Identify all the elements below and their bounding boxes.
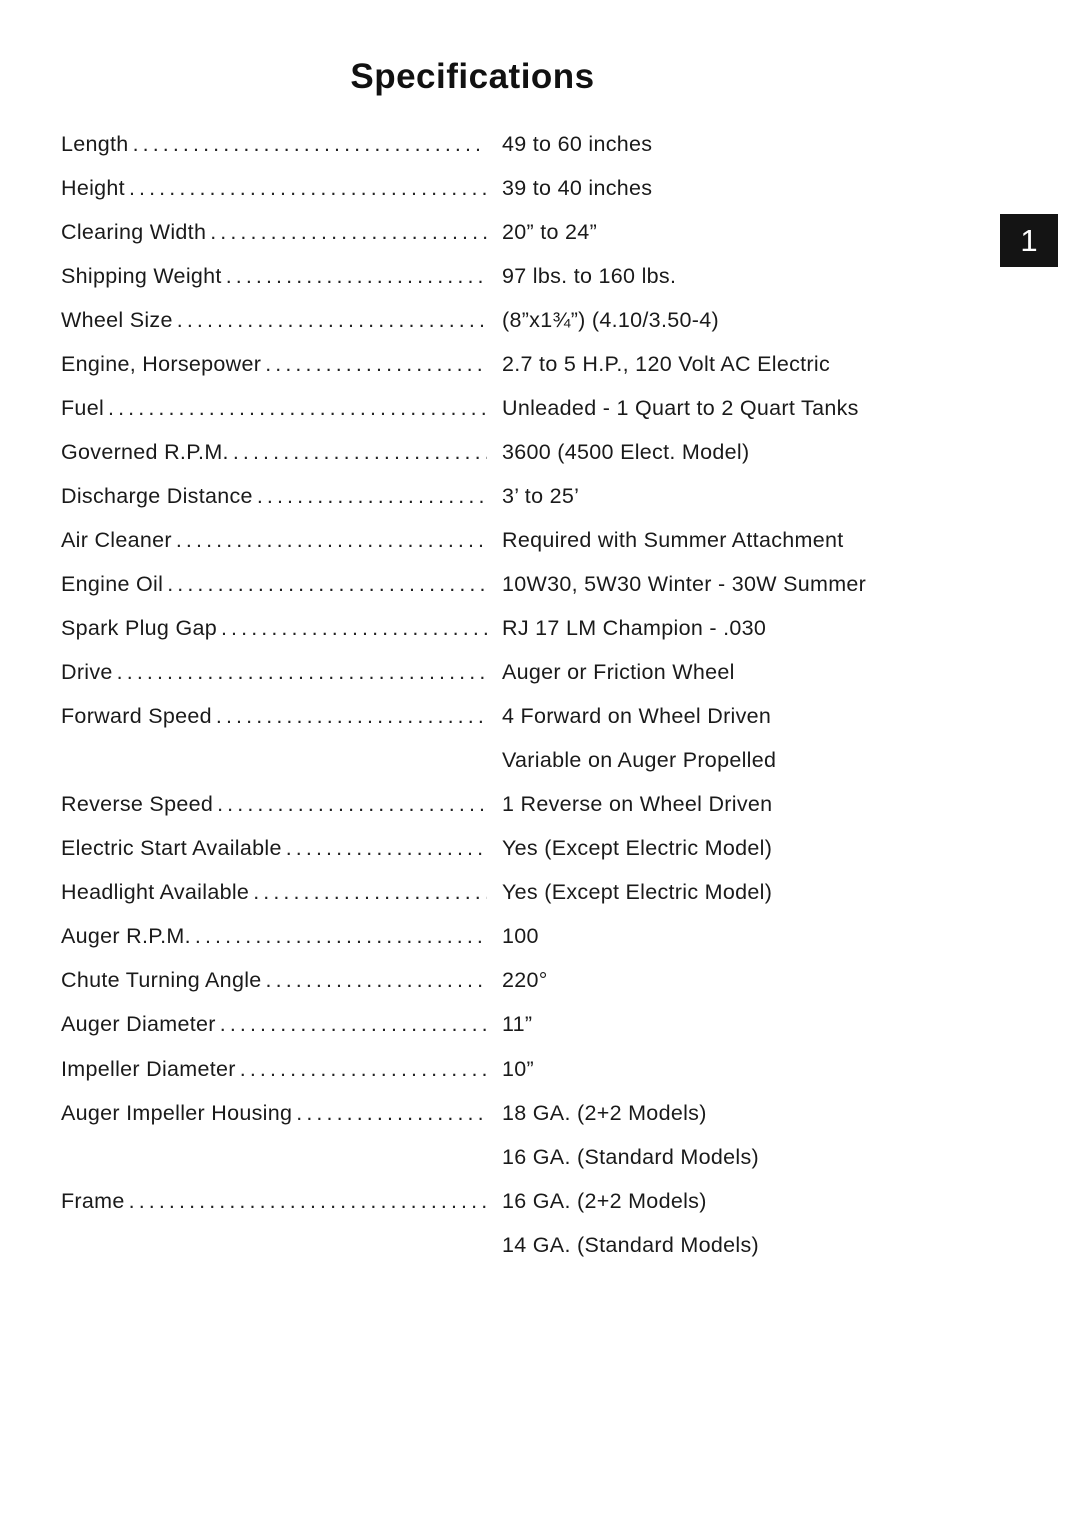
spec-row — [61, 739, 941, 783]
spec-row — [61, 1223, 941, 1267]
dot-leader — [212, 704, 487, 729]
spec-label-cell — [61, 1145, 487, 1170]
dot-leader — [217, 616, 487, 641]
dot-leader — [216, 1012, 487, 1037]
spec-label: Shipping Weight — [61, 263, 222, 288]
spec-label: Wheel Size — [61, 307, 173, 332]
spec-value: Yes (Except Electric Model) — [502, 836, 773, 861]
spec-label: Engine, Horsepower — [61, 351, 262, 376]
spec-value: Unleaded - 1 Quart to 2 Quart Tanks — [502, 395, 859, 420]
spec-label-cell — [61, 792, 487, 817]
dot-leader — [172, 528, 487, 553]
dot-leader — [222, 264, 487, 289]
spec-label-cell — [61, 616, 487, 641]
spec-value: 97 lbs. to 160 lbs. — [502, 263, 677, 288]
spec-label: Electric Start Available — [61, 836, 282, 861]
spec-row — [61, 695, 941, 739]
spec-value: Auger or Friction Wheel — [502, 660, 735, 685]
spec-row — [61, 518, 941, 562]
spec-label-cell — [61, 1057, 487, 1082]
spec-label-cell — [61, 704, 487, 729]
dot-leader — [249, 880, 487, 905]
spec-label-cell — [61, 132, 487, 157]
spec-value: Required with Summer Attachment — [502, 527, 844, 552]
spec-value: 39 to 40 inches — [502, 175, 653, 200]
spec-label-cell — [61, 264, 487, 289]
spec-row — [61, 1047, 941, 1091]
spec-value: 10W30, 5W30 Winter - 30W Summer — [502, 571, 867, 596]
spec-label: Reverse Speed — [61, 792, 214, 817]
spec-label: Discharge Distance — [61, 483, 253, 508]
dot-leader — [262, 968, 487, 993]
spec-value: 49 to 60 inches — [502, 131, 653, 156]
spec-label-cell — [61, 308, 487, 333]
spec-label-cell — [61, 528, 487, 553]
spec-label: Headlight Available — [61, 880, 250, 905]
spec-label-cell — [61, 1189, 487, 1214]
dot-leader — [163, 572, 487, 597]
spec-label-cell — [61, 220, 487, 245]
spec-value: 10” — [502, 1056, 534, 1081]
spec-label: Air Cleaner — [61, 527, 172, 552]
spec-value: Yes (Except Electric Model) — [502, 880, 773, 905]
spec-label: Engine Oil — [61, 571, 164, 596]
spec-row — [61, 1091, 941, 1135]
spec-row — [61, 1003, 941, 1047]
spec-row — [61, 1135, 941, 1179]
dot-leader — [191, 924, 487, 949]
spec-label-cell — [61, 176, 487, 201]
spec-label: Frame — [61, 1188, 125, 1213]
spec-list — [61, 122, 941, 1267]
spec-value: 16 GA. (Standard Models) — [502, 1144, 759, 1169]
spec-row — [61, 474, 941, 518]
spec-row — [61, 827, 941, 871]
spec-row — [61, 122, 941, 166]
spec-value: 2.7 to 5 H.P., 120 Volt AC Electric — [502, 351, 831, 376]
spec-value: 100 — [502, 924, 539, 949]
spec-row — [61, 342, 941, 386]
dot-leader — [129, 132, 487, 157]
spec-label-cell — [61, 748, 487, 773]
spec-row — [61, 959, 941, 1003]
dot-leader — [173, 308, 487, 333]
spec-label: Spark Plug Gap — [61, 616, 217, 641]
spec-label: Length — [61, 131, 129, 156]
spec-value: 4 Forward on Wheel Driven — [502, 704, 772, 729]
dot-leader — [213, 792, 487, 817]
spec-row — [61, 783, 941, 827]
spec-label: Height — [61, 175, 125, 200]
dot-leader — [292, 1101, 487, 1126]
spec-value: 3600 (4500 Elect. Model) — [502, 439, 750, 464]
spec-value: 1 Reverse on Wheel Driven — [502, 792, 773, 817]
dot-leader — [253, 484, 487, 509]
spec-row — [61, 871, 941, 915]
spec-label: Impeller Diameter — [61, 1056, 236, 1081]
dot-leader — [125, 176, 487, 201]
spec-label-cell — [61, 924, 487, 949]
spec-label-cell — [61, 968, 487, 993]
spec-label-cell — [61, 352, 487, 377]
spec-label-cell — [61, 1233, 487, 1258]
spec-row — [61, 562, 941, 606]
spec-row — [61, 386, 941, 430]
spec-row — [61, 298, 941, 342]
dot-leader — [206, 220, 487, 245]
spec-value: 14 GA. (Standard Models) — [502, 1232, 759, 1257]
spec-row — [61, 915, 941, 959]
spec-value: 16 GA. (2+2 Models) — [502, 1188, 707, 1213]
spec-value: 20” to 24” — [502, 219, 598, 244]
spec-row — [61, 254, 941, 298]
dot-leader — [236, 1057, 487, 1082]
spec-label-cell — [61, 1101, 487, 1126]
spec-row — [61, 651, 941, 695]
dot-leader — [261, 352, 487, 377]
spec-value: 11” — [502, 1012, 533, 1037]
spec-row — [61, 210, 941, 254]
spec-label: Auger Impeller Housing — [61, 1100, 293, 1125]
dot-leader — [229, 440, 487, 465]
spec-label-cell — [61, 440, 487, 465]
dot-leader — [113, 660, 487, 685]
spec-label: Drive — [61, 660, 113, 685]
chapter-tab: 1 — [1000, 214, 1058, 267]
spec-label-cell — [61, 484, 487, 509]
spec-row — [61, 166, 941, 210]
spec-value: RJ 17 LM Champion - .030 — [502, 616, 767, 641]
spec-value: 18 GA. (2+2 Models) — [502, 1100, 707, 1125]
spec-label: Governed R.P.M. — [61, 439, 229, 464]
spec-label: Forward Speed — [61, 704, 212, 729]
spec-value: Variable on Auger Propelled — [502, 748, 777, 773]
spec-row — [61, 1179, 941, 1223]
spec-row — [61, 607, 941, 651]
spec-label-cell — [61, 396, 487, 421]
spec-label: Chute Turning Angle — [61, 968, 262, 993]
dot-leader — [125, 1189, 487, 1214]
spec-value: (8”x1¾”) (4.10/3.50-4) — [502, 307, 719, 332]
spec-row — [61, 430, 941, 474]
spec-label-cell — [61, 572, 487, 597]
spec-label-cell — [61, 836, 487, 861]
page-title: Specifications — [350, 57, 595, 97]
spec-label: Fuel — [61, 395, 105, 420]
spec-value: 3’ to 25’ — [502, 483, 580, 508]
dot-leader — [104, 396, 487, 421]
spec-value: 220° — [502, 968, 548, 993]
dot-leader — [282, 836, 487, 861]
spec-label: Auger R.P.M. — [61, 924, 191, 949]
spec-label-cell — [61, 660, 487, 685]
spec-label: Auger Diameter — [61, 1012, 216, 1037]
spec-label-cell — [61, 880, 487, 905]
spec-label-cell — [61, 1012, 487, 1037]
spec-label: Clearing Width — [61, 219, 207, 244]
